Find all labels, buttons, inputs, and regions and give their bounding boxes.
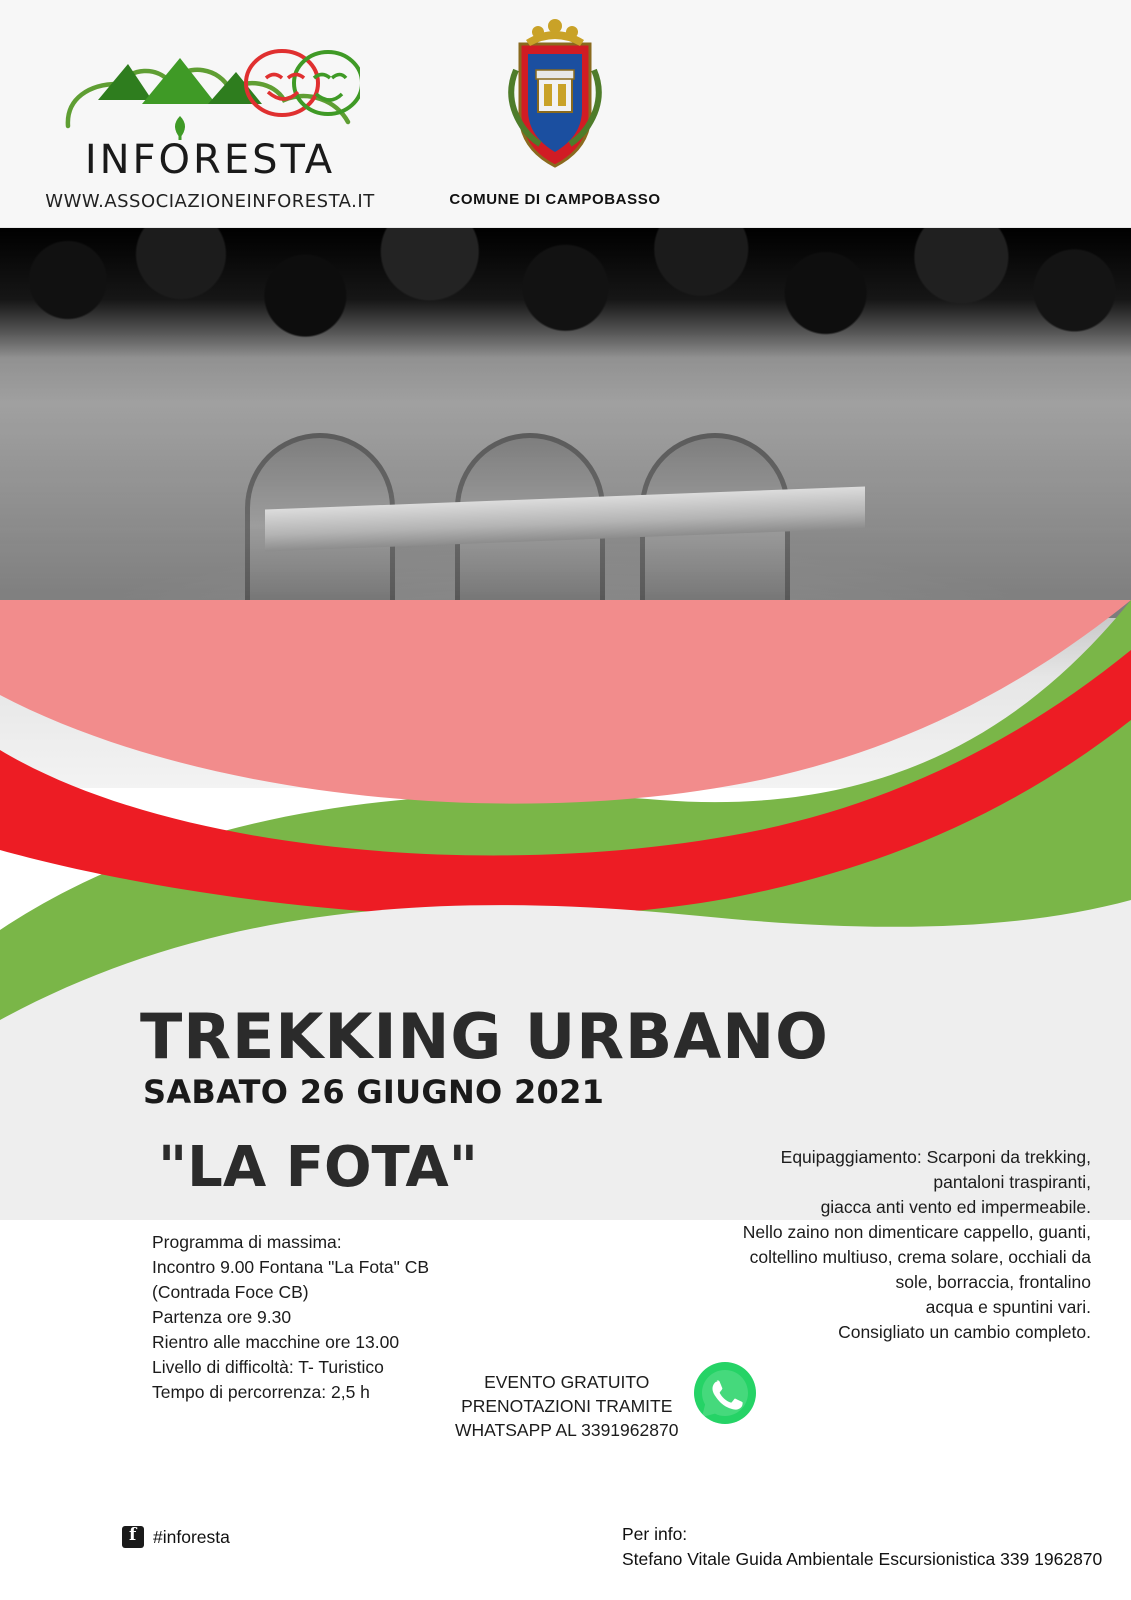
- facebook-icon[interactable]: [122, 1526, 144, 1548]
- whatsapp-icon[interactable]: [692, 1360, 758, 1426]
- website-url: WWW.ASSOCIAZIONEINFORESTA.IT: [45, 191, 375, 212]
- tree-foliage: [0, 228, 1131, 358]
- contact-info: Per info: Stefano Vitale Guida Ambientale Escursionistica 339 1962870: [622, 1524, 1103, 1569]
- equipment-text: Equipaggiamento: Scarponi da trekking, pantaloni traspiranti, giacca anti vento ed impermeabile. Nello zaino non dimenticare cappello, guanti, coltellino multiuso, crema solare, occhiali da sole, borraccia, frontalino acqua e spuntini vari. Consigliato un cambio completo.: [742, 1147, 1091, 1342]
- facebook-handle: #inforesta: [153, 1526, 230, 1547]
- comune-block: [425, 10, 685, 208]
- event-date: SABATO 26 GIUGNO 2021: [143, 1073, 605, 1111]
- facebook-row[interactable]: [122, 1526, 230, 1548]
- poster-body: [0, 990, 1131, 1550]
- inforesta-wordmark: INFORESTA: [84, 137, 336, 183]
- inforesta-logo: [40, 38, 380, 212]
- poster-footer: [0, 1480, 1131, 1600]
- booking-text: EVENTO GRATUITO PRENOTAZIONI TRAMITE WHATSAPP AL 3391962870: [455, 1372, 679, 1440]
- page-title: TREKKING URBANO: [140, 1000, 829, 1073]
- comune-label: COMUNE DI CAMPOBASSO: [449, 191, 661, 208]
- campobasso-coat-of-arms-icon: [500, 10, 610, 185]
- mountain-leaf-logo: [60, 38, 360, 143]
- program-text: Programma di massima: Incontro 9.00 Fontana "La Fota" CB (Contrada Foce CB) Partenza ore 9.30 Rientro alle macchine ore 13.00 Livello di difficoltà: T- Turistico Tempo di percorrenza: 2,5 h: [152, 1232, 430, 1402]
- event-name: "LA FOTA": [158, 1135, 478, 1200]
- poster-header: [0, 0, 1131, 228]
